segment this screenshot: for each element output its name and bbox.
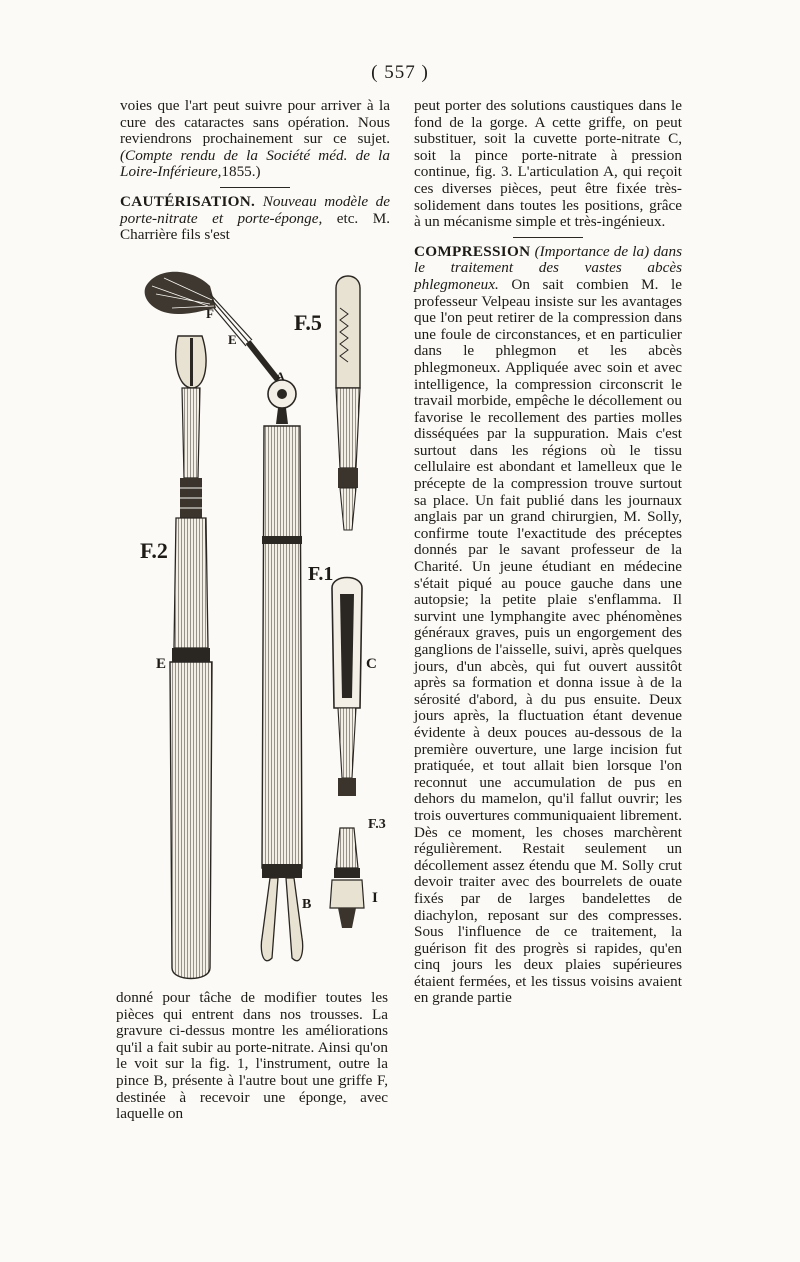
- compression-title: (Importance de la) dans le traitement des vastes abcès phlegmoneux.: [414, 242, 683, 293]
- cauterisation-heading: CAUTÉRISATION.: [120, 192, 256, 210]
- label-b: B: [302, 897, 312, 912]
- cauterisation-paragraph: [120, 194, 390, 244]
- label-fig-2: F.2: [140, 538, 168, 563]
- label-fig-3: F.3: [368, 817, 386, 832]
- compression-paragraph: [414, 244, 682, 1007]
- fig-1-porte-nitrate: [261, 380, 302, 961]
- label-a: A: [276, 369, 285, 383]
- right-paragraph-1: peut porter des solutions caustiques dans le fond de la gorge. A cette griffe, on peut substituer, soit la cuvette porte-nitrate C, soit la pince porte-nitrate à pression continue, fig. 3. L'articulation A, qui reçoit ces diverses pièces, peut être fixée très-solidement dans toutes les positions, grâce à un mécanisme simple et très-ingénieux.: [414, 97, 682, 231]
- page-number: ( 557 ): [371, 62, 429, 83]
- fig-1-ring: [262, 864, 302, 878]
- cauterisation-text: etc. M. Charrière fils s'est: [120, 209, 390, 244]
- joint-bar: [248, 342, 278, 380]
- label-fig-1: F.1: [308, 563, 334, 585]
- section-divider-right: [513, 237, 583, 238]
- fig-2-neck: [182, 388, 200, 478]
- fig-2-lower-handle: [170, 662, 212, 979]
- fig-5-body: [336, 388, 360, 468]
- continued-paragraph: donné pour tâche de modifier toutes les pièces qui entrent dans nos trousses. La gravure ci-dessus montre les améliorations qu'il a fait subir au porte-nitrate. Ainsi qu'on le voit sur la fig. 1, l'instrument, outre la pince B, présente à l'autre bout une griffe F, destinée à recevoir une éponge, avec laquelle on: [116, 989, 388, 1123]
- fig-3-stem: [338, 708, 356, 778]
- fig-2-sponge-holder: [145, 272, 278, 979]
- label-c: C: [366, 656, 377, 672]
- intro-text: voies que l'art peut suivre pour arriver à la cure des cataractes sans opération. Nous reviendrons prochainement sur ce sujet.: [120, 97, 390, 148]
- citation: (Compte rendu de la Société méd. de la Loire-Inférieure,: [120, 146, 390, 181]
- fig-5-screw: [340, 488, 356, 530]
- label-e: E: [228, 332, 237, 347]
- right-column: [414, 98, 682, 1007]
- citation-year: 1855.): [221, 163, 261, 181]
- fig-3-cuvette: [332, 578, 362, 797]
- left-column-top: [120, 98, 390, 244]
- label-f: F: [206, 306, 214, 321]
- pince-b-left: [261, 878, 278, 961]
- label-i: I: [372, 890, 378, 906]
- left-column-bottom: [116, 990, 388, 1123]
- left-intro-paragraph: [120, 98, 390, 181]
- label-fig-5: F.5: [294, 310, 322, 335]
- pince-b-right: [286, 878, 303, 961]
- fig-i-small-part: [330, 828, 364, 928]
- instrument-engraving: [112, 268, 398, 986]
- fig-1-barrel: [262, 426, 302, 868]
- instrument-illustration: [112, 268, 398, 986]
- label-e-lower: E: [156, 656, 167, 672]
- cauterisation-title: Nouveau modèle de porte-nitrate et porte-éponge,: [120, 192, 391, 227]
- compression-heading: COMPRESSION: [414, 242, 531, 260]
- fig-2-upper-handle: [174, 518, 208, 648]
- compression-text: On sait combien M. le professeur Velpeau insiste sur les avantages que l'on peut retirer de la compression dans une foule de circonstances, et en particulier dans le phlegmon et les abcès phlegmoneux. Appliquée avec soin et avec intelligence, la compression circonscrit le travail morbide, empêche le décollement ou favorise le recollement des parties molles disséquées par la suppuration. Mais c'est surtout dans les régions où le tissu cellulaire est abondant et lamelleux que le précepte de la compression trouve surtout sa place. Un fait publié dans les journaux anglais par un grand chirurgien, M. Solly, confirme toute l'exactitude des préceptes donnés par le savant professeur de la Charité. Un jeune étudiant en médecine s'était piqué au pouce gauche dans une autopsie; la petite plaie s'enflamma. Il survint une lymphangite avec phénomènes généraux graves, puis un engorgement des ganglions de l'aisselle, suivi, après quelques jours, d'un abcès, qui fut ouvert aussitôt après sa formation et donna issue à de la sérosité d'abord, à du pus ensuite. Deux jours après, la fluctuation étant devenue évidente à deux pouces au-dessous de la première ouverture, une large incision fut pratiquée, et tout allait bien lorsque l'on reconnut une accumulation de pus en dehors du mamelon, qu'il fallut ouvrir; les trois ouvertures communiquaient librement. Dès ce moment, les choses marchèrent régulièrement. Restait seulement un décollement assez étendu que M. Solly crut devoir traiter avec des bourrelets de ouate fixés par de larges bandelettes de diachylon, reposant sur des compresses. Sous l'influence de ce traitement, la guérison fit des progrès si rapides, qu'en cinq jours les deux plaies supérieures étaient fermées, et les tissus voisins avaient en grande partie: [414, 275, 683, 1007]
- fig-5-pressure-pincer: [336, 276, 360, 530]
- section-divider: [220, 187, 290, 188]
